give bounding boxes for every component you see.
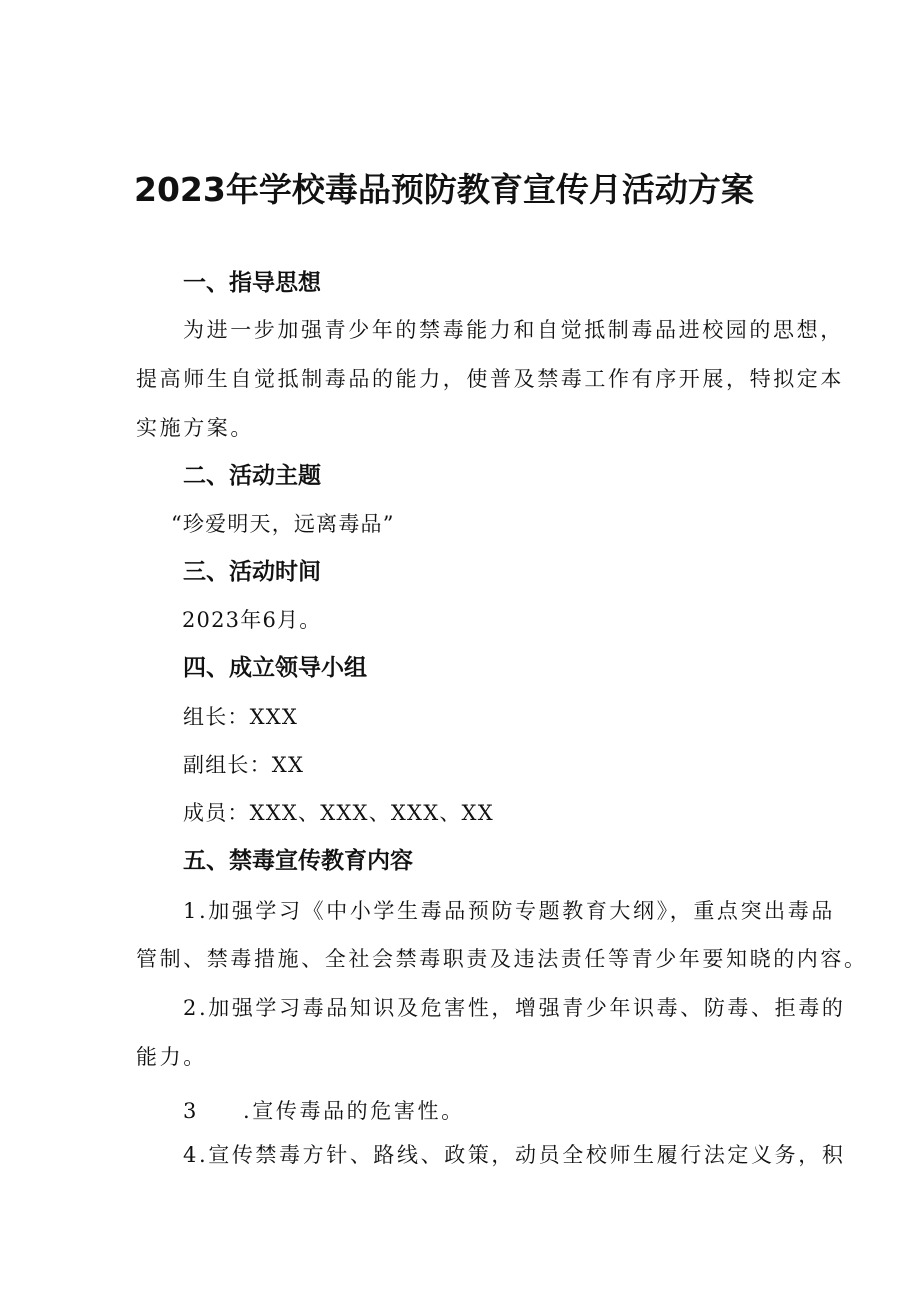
paragraph-line: 实施方案。	[136, 416, 254, 440]
paragraph-line: 1.加强学习《中小学生毒品预防专题教育大纲》，重点突出毒品	[183, 899, 835, 923]
paragraph-line: 管制、禁毒措施、全社会禁毒职责及违法责任等青少年要知晓的内容。	[136, 947, 868, 971]
group-leader: 组长：XXX	[183, 705, 299, 729]
section-heading-activity-time: 三、活动时间	[183, 559, 321, 585]
section-heading-leadership-group: 四、成立领导小组	[183, 655, 367, 681]
group-members: 成员：XXX、XXX、XXX、XX	[183, 801, 494, 825]
activity-time-text: 2023年6月。	[182, 608, 322, 632]
section-heading-activity-theme: 二、活动主题	[183, 463, 321, 489]
paragraph-line: 为进一步加强青少年的禁毒能力和自觉抵制毒品进校园的思想，	[183, 318, 844, 342]
paragraph-line: 2.加强学习毒品知识及危害性，增强青少年识毒、防毒、拒毒的	[183, 996, 846, 1020]
deputy-leader: 副组长：XX	[183, 753, 305, 777]
document-title: 2023年学校毒品预防教育宣传月活动方案	[134, 170, 754, 209]
item-number: 3	[183, 1099, 199, 1123]
paragraph-line: .宣传毒品的危害性。	[243, 1099, 465, 1123]
section-heading-guiding-ideology: 一、指导思想	[183, 270, 321, 296]
activity-theme-text: “珍爱明天，远离毒品”	[171, 512, 395, 536]
paragraph-line: 提高师生自觉抵制毒品的能力，使普及禁毒工作有序开展，特拟定本	[136, 367, 844, 391]
paragraph-line: 能力。	[136, 1045, 207, 1069]
section-heading-education-content: 五、禁毒宣传教育内容	[183, 848, 413, 874]
paragraph-line: 4.宣传禁毒方针、路线、政策，动员全校师生履行法定义务，积	[183, 1143, 846, 1167]
